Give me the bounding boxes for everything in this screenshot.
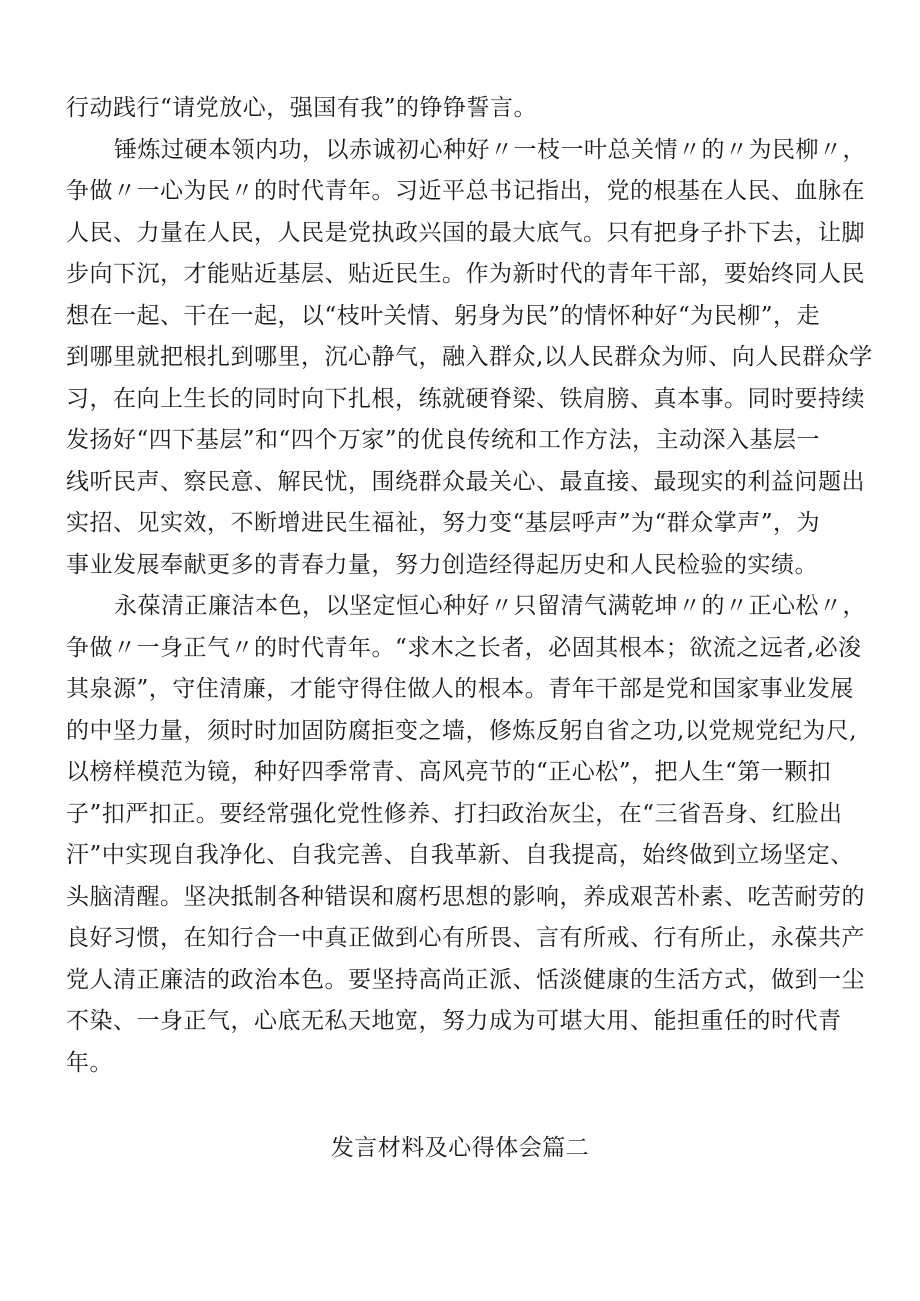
text-line: 实招、见实效，不断增进民生福祉，努力变“基层呼声”为“群众掌声”，为 [66,510,821,536]
text-line: 线听民声、察民意、解民忧，围绕群众最关心、最直接、最现实的利益问题出 [66,468,865,495]
text-line: 汗”中实现自我净化、自我完善、自我革新、自我提高，始终做到立场坚定、 [66,842,854,868]
document-body [66,88,873,1084]
paragraph-2 [66,130,873,587]
text-line: 良好习惯，在知行合一中真正做到心有所畏、言有所戒、行有所止，永葆共产 [66,925,865,951]
text-line: 其泉源”，守住清廉，才能守得住做人的根本。青年干部是党和国家事业发展 [66,676,854,702]
text-line: 党人清正廉洁的政治本色。要坚持高尚正派、恬淡健康的生活方式，做到一尘 [66,966,865,993]
text-line: 到哪里就把根扎到哪里，沉心静气，融入群众,以人民群众为师、向人民群众学 [66,344,873,370]
text-line: 习，在向上生长的同时向下扎根，练就硬脊梁、铁肩膀、真本事。同时要持续 [66,385,865,412]
text-line: 事业发展奉献更多的青春力量，努力创造经得起历史和人民检验的实绩。 [66,551,818,578]
text-line: 不染、一身正气，心底无私天地宽，努力成为可堪大用、能担重任的时代青 [66,1008,842,1034]
text-line: 人民、力量在人民，人民是党执政兴国的最大底气。只有把身子扑下去，让脚 [66,219,865,246]
text-line: 发扬好“四下基层”和“四个万家”的优良传统和工作方法，主动深入基层一 [66,427,821,453]
text-line: 争做〃一身正气〃的时代青年。“求木之长者，必固其根本；欲流之远者,必浚 [66,634,862,661]
text-line: 年。 [66,1049,113,1076]
text-line: 头脑清醒。坚决抵制各种错误和腐朽思想的影响，养成艰苦朴素、吃苦耐劳的 [66,883,865,910]
text-line: 永葆清正廉洁本色，以坚定恒心种好〃只留清气满乾坤〃的〃正心松〃， [114,593,866,619]
paragraph-3 [66,586,866,1084]
text-line: 想在一起、干在一起，以“枝叶关情、躬身为民”的情怀种好“为民柳”，走 [66,302,821,329]
text-line: 争做〃一心为民〃的时代青年。习近平总书记指出，党的根基在人民、血脉在 [66,178,865,204]
text-line: 行动践行“请党放心，强国有我”的铮铮誓言。 [66,95,538,121]
section-title: 发言材料及心得体会篇二 [330,1135,590,1161]
text-line: 步向下沉，才能贴近基层、贴近民生。作为新时代的青年干部，要始终同人民 [66,261,865,287]
text-line: 子”扣严扣正。要经常强化党性修养、打扫政治灰尘，在“三省吾身、红脸出 [66,800,843,827]
text-line: 锤炼过硬本领内功，以赤诚初心种好〃一枝一叶总关情〃的〃为民柳〃， [114,136,866,163]
text-line: 以榜样模范为镜，种好四季常青、高风亮节的“正心松”，把人生“第一颗扣 [66,759,832,785]
text-line: 的中坚力量，须时时加固防腐拒变之墙，修炼反躬自省之功,以党规党纪为尺, [66,717,858,744]
paragraph-1 [66,88,866,130]
